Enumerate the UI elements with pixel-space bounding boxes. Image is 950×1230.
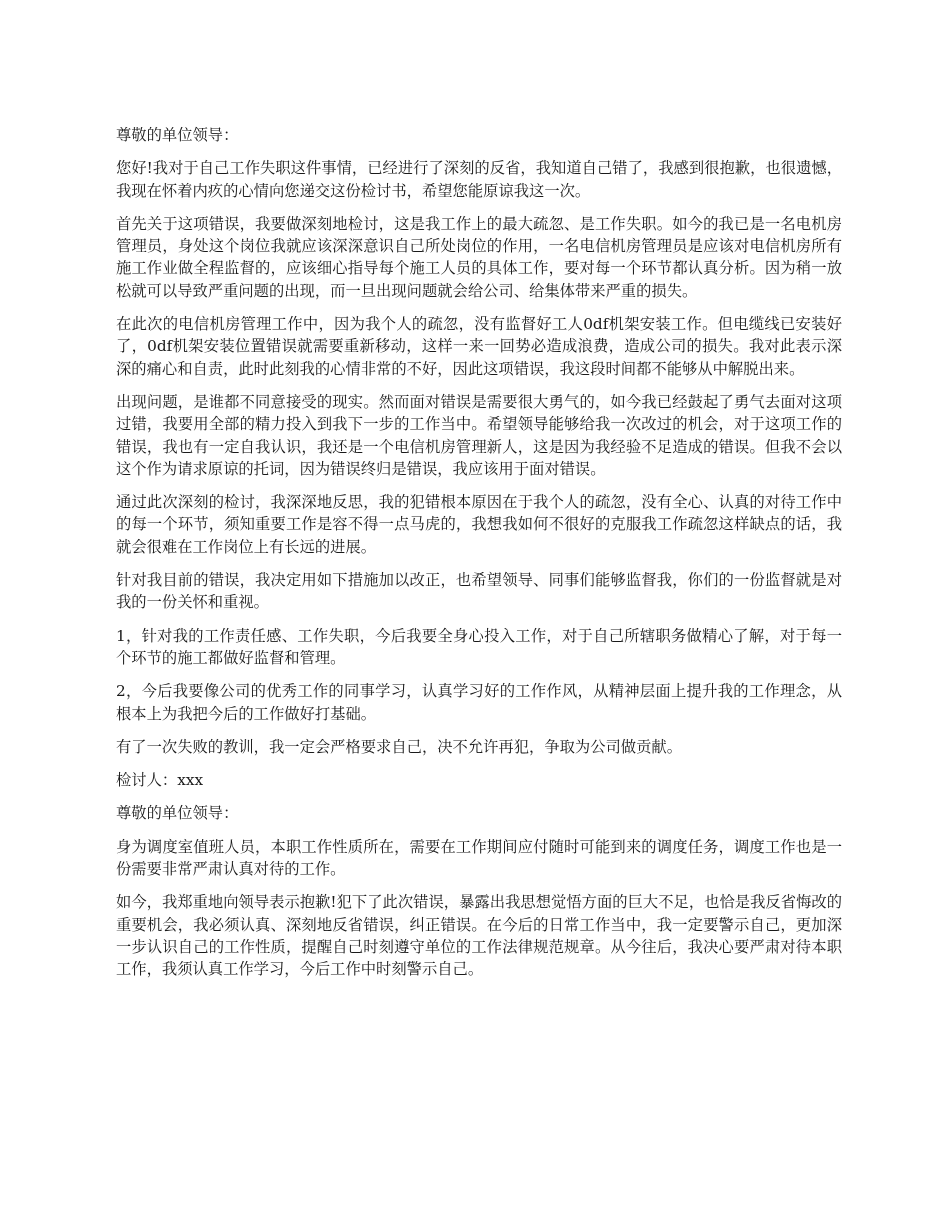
paragraph: 身为调度室值班人员，本职工作性质所在，需要在工作期间应付随时可能到来的调度任务，调度工作也是一份需要非常严肃认真对待的工作。 bbox=[116, 837, 842, 879]
document-body bbox=[116, 124, 842, 992]
list-item: 1，针对我的工作责任感、工作失职，今后我要全身心投入工作，对于自己所辖职务做精心了解，对于每一个环节的施工都做好监督和管理。 bbox=[116, 626, 842, 667]
paragraph: 您好!我对于自己工作失职这件事情，已经进行了深刻的反省，我知道自己错了，我感到很抱歉，也很遗憾，我现在怀着内疚的心情向您递交这份检讨书，希望您能原谅我这一次。 bbox=[116, 159, 842, 200]
paragraph: 如今，我郑重地向领导表示抱歉!犯下了此次错误，暴露出我思想觉悟方面的巨大不足，也恰是我反省悔改的重要机会，我必须认真、深刻地反省错误，纠正错误。在今后的日常工作当中，我一定要警示自己，更加深一步认识自己的工作性质，提醒自己时刻遵守单位的工作法律规范规章。从今往后，我决心要严肃对待本职工作，我须认真工作学习，今后工作中时刻警示自己。 bbox=[116, 893, 842, 979]
salutation: 尊敬的单位领导： bbox=[116, 804, 239, 823]
signature-line: 检讨人：xxx bbox=[116, 771, 204, 790]
list-item: 2，今后我要像公司的优秀工作的同事学习，认真学习好的工作作风，从精神层面上提升我的工作理念，从根本上为我把今后的工作做好打基础。 bbox=[116, 682, 842, 723]
salutation: 尊敬的单位领导： bbox=[116, 126, 239, 144]
paragraph: 通过此次深刻的检讨，我深深地反思，我的犯错根本原因在于我个人的疏忽，没有全心、认真的对待工作中的每一个环节，须知重要工作是容不得一点马虎的，我想我如何不很好的克服我工作疏忽这样缺点的话，我就会很难在工作岗位上有长远的进展。 bbox=[116, 493, 842, 556]
paragraph: 针对我目前的错误，我决定用如下措施加以改正，也希望领导、同事们能够监督我，你们的一份监督就是对我的一份关怀和重视。 bbox=[116, 571, 842, 612]
paragraph: 有了一次失败的教训，我一定会严格要求自己，决不允许再犯，争取为公司做贡献。 bbox=[116, 737, 682, 756]
paragraph: 首先关于这项错误，我要做深刻地检讨，这是我工作上的最大疏忽、是工作失职。如今的我已是一名电机房管理员，身处这个岗位我就应该深深意识自己所处岗位的作用，一名电信机房管理员是应该对电信机房所有施工作业做全程监督的，应该细心指导每个施工人员的具体工作，要对每一个环节都认真分析。因为稍一放松就可以导致严重问题的出现，而一旦出现问题就会给公司、给集体带来严重的损失。 bbox=[116, 214, 842, 300]
paragraph: 出现问题，是谁都不同意接受的现实。然而面对错误是需要很大勇气的，如今我已经鼓起了勇气去面对这项过错，我要用全部的精力投入到我下一步的工作当中。希望领导能够给我一次改过的机会，对于这项工作的错误，我也有一定自我认识，我还是一个电信机房管理新人，这是因为我经验不足造成的错误。但我不会以这个作为请求原谅的托词，因为错误终归是错误，我应该用于面对错误。 bbox=[116, 392, 842, 478]
paragraph: 在此次的电信机房管理工作中，因为我个人的疏忽，没有监督好工人0df机架安装工作。但电缆线已安装好了，0df机架安装位置错误就需要重新移动，这样一来一回势必造成浪费，造成公司的损失。我对此表示深深的痛心和自责，此时此刻我的心情非常的不好，因此这项错误，我这段时间都不能够从中解脱出来。 bbox=[116, 315, 842, 378]
